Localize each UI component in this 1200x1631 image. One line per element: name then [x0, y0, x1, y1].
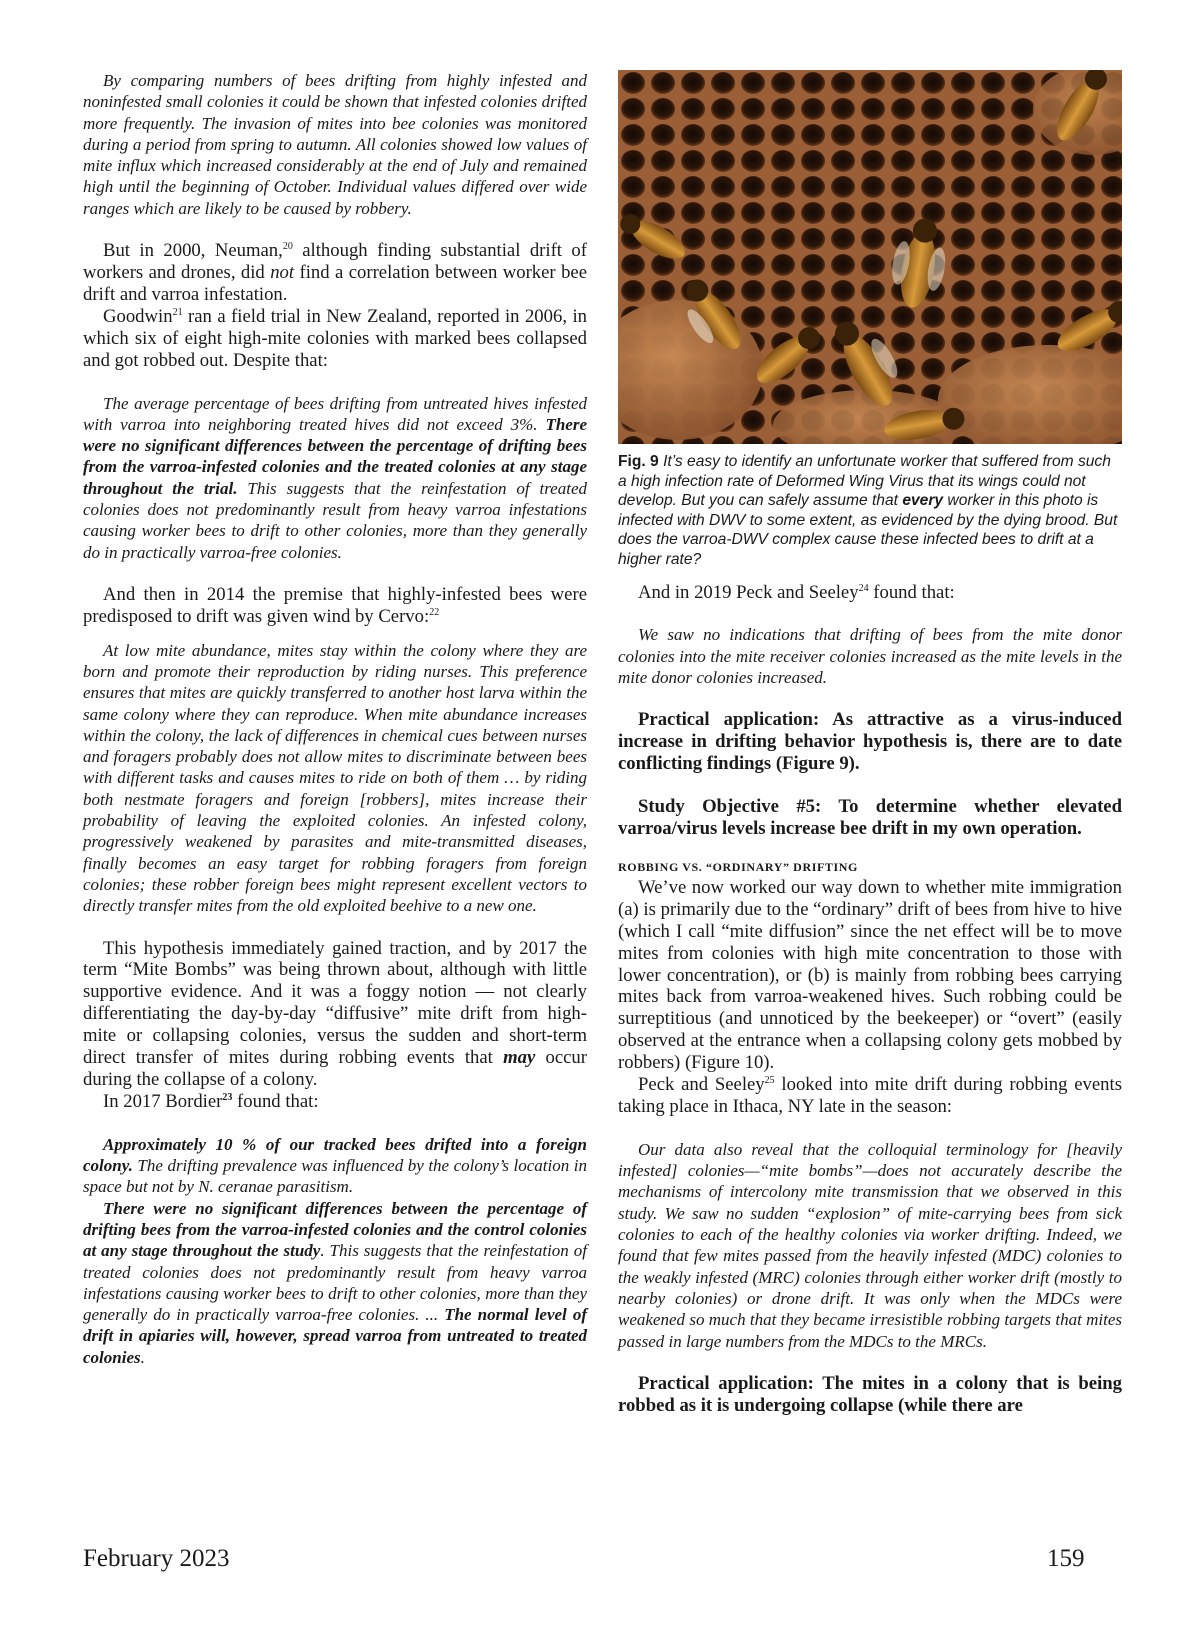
bold-text: Approximately 10 % of our tracked bees drifted into a foreign colony. [83, 1134, 587, 1176]
blockquote-bordier-2 [83, 1198, 587, 1368]
text: It’s easy to identify an unfortunate worker that suffered from such a high infection rate of Deformed Wing Virus that its wings could not develop. But you can safely assume that [618, 453, 1111, 510]
emphasis: not [270, 261, 295, 283]
practical-application-2: Practical application: The mites in a colony that is being robbed as it is undergoing collapse (while there are [618, 1372, 1122, 1416]
figure-label: Fig. 9 [618, 453, 659, 470]
text: And in 2019 Peck and Seeley [638, 581, 859, 603]
text: worker in this photo is infected with DWV to some extent, as evidenced by the dying brood. But does the varroa-DWV complex cause these infected bees to drift at a higher rate? [618, 492, 1118, 568]
blockquote-cervo: At low mite abundance, mites stay within the colony where they are born and promote their reproduction by riding nurses. This preference ensures that mites are quickly transferred to another host larva within the same colony where they can reproduce. When mite abundance increases within the colony, the lack of differences in chemical cues between nurses and foragers probably does not allow mites to discriminate between bees with different tasks and causes mites to ride on both of them … by riding both nestmate foragers and foreign [robbers], mites increase their probability of leaving the exploited colonies. An infested colony, progressively weakened by parasites and mite-transmitted diseases, finally becomes an easy target for robbing foragers from foreign colonies; these robber foreign bees might represent excellent vectors to directly transfer mites from the old exploited beehive to a new one. [83, 640, 587, 916]
blockquote-bordier-1 [83, 1134, 587, 1198]
text: found that: [232, 1090, 319, 1112]
bold-text: The normal level of drift in apiaries will, however, spread varroa from untreated to treated colonies [83, 1305, 587, 1367]
reference-22: 22 [429, 606, 440, 618]
text: This hypothesis immediately gained traction, and by 2017 the term “Mite Bombs” was being thrown about, although with little supportive evidence. And it was a foggy notion — not clearly differentiating the day-by-day “diffusive” mite drift from high-mite or collapsing colonies, versus the sudden and short-term direct transfer of mites during robbing events that [83, 937, 587, 1069]
blockquote-peck-seeley-1: We saw no indications that drifting of bees from the mite donor colonies into the mite receiver colonies increased as the mite levels in the mite donor colonies increased. [618, 625, 1122, 688]
bee-comb-photo [618, 70, 1122, 444]
text: although finding substantial drift of workers and drones, did [83, 240, 587, 283]
reference-24: 24 [858, 582, 869, 594]
footer-date: February 2023 [83, 1545, 230, 1572]
reference-21: 21 [172, 306, 183, 318]
paragraph-peck-seeley-2019 [618, 582, 1122, 604]
text: The average percentage of bees drifting from untreated hives infested with varroa into neighboring treated hives did not exceed 3%. [83, 393, 587, 434]
paragraph-cervo [83, 584, 587, 628]
text: In 2017 Bordier [103, 1090, 223, 1112]
text: . This suggests that the reinfestation of treated colonies does not predominantly result from heavy varroa infestations causing worker bees to drift to other colonies, more than they generally do in practically varroa-free colonies. ... [83, 1241, 587, 1325]
text: ran a field trial in New Zealand, reported in 2006, in which six of eight high-mite colonies with marked bees collapsed and got robbed out. Despite that: [83, 305, 587, 371]
text: occur during the collapse of a colony. [83, 1047, 587, 1090]
figure-caption [618, 452, 1122, 570]
text: . [140, 1347, 145, 1367]
text: Peck and Seeley [638, 1074, 765, 1096]
blockquote-goodwin [83, 393, 587, 563]
bold-text: There were no significant differences between the percentage of drifting bees from the varroa-infested colonies and the treated colonies at any stage throughout the trial. [83, 414, 587, 498]
study-objective-5: Study Objective #5: To determine whether elevated varroa/virus levels increase bee drift in my own operation. [618, 796, 1122, 839]
practical-application-1: Practical application: As attractive as a virus-induced increase in drifting behavior hypothesis is, there are to date conflicting findings (Figure 9). [618, 709, 1122, 775]
text: This suggests that the reinfestation of treated colonies does not predominantly result from heavy varroa infestations causing worker bees to drift to other colonies, more than they generally do in practically varroa-free colonies. [83, 478, 588, 562]
right-column [618, 70, 1122, 1417]
text: The drifting prevalence was influenced by the colony’s location in space but not by N. ceranae parasitism. [83, 1156, 587, 1197]
bold-text: every [902, 492, 944, 510]
paragraph-robbing: We’ve now worked our way down to whether mite immigration (a) is primarily due to the “ordinary” drift of bees from hive to hive (which I call “mite diffusion” since the net effect will be to move mites from colonies with high mite concentration to those with lower concentration), or (b) is mainly from robbing bees carrying mites back from varroa-weakened hives. Such robbing could be surreptitious (and unnoticed by the beekeeper) or “overt” (easily observed at the entrance when a collapsing colony gets mobbed by robbers) (Figure 10). [618, 876, 1122, 1074]
text: found that: [868, 581, 955, 603]
blockquote-peck-seeley-2: Our data also reveal that the colloquial terminology for [heavily infested] colonies—“mite bombs”—does not accurately describe the mechanisms of intercolony mite transmission that we observed in this study. We saw no sudden “explosion” of mite-carrying bees from sick colonies to each of the healthy colonies via worker drifting. Indeed, we found that few mites passed from the heavily infested (MDC) colonies to the weakly infested (MRC) colonies through either worker drift (mostly to nearby colonies) or drone drift. It was only when the MDCs were weakened so much that they became irresistible robbing targets that mites passed in large numbers from the MDCs to the MRCs. [618, 1139, 1122, 1351]
blockquote-drift-comparison: By comparing numbers of bees drifting from highly infested and noninfested small colonies it could be shown that infested colonies drifted more frequently. The invasion of mites into bee colonies was monitored during a period from spring to autumn. All colonies showed low values of mite influx which increased considerably at the end of July and remained high until the beginning of October. Individual values differed over wide ranges which are likely to be caused by robbery. [83, 71, 587, 218]
section-heading: ROBBING VS. “ORDINARY” DRIFTING [618, 859, 858, 874]
reference-20: 20 [282, 241, 293, 253]
paragraph-mite-bombs [83, 938, 587, 1091]
left-column [83, 70, 587, 1368]
page-number: 159 [1047, 1545, 1085, 1572]
reference-25: 25 [764, 1075, 775, 1087]
paragraph-peck-seeley-ithaca [618, 1074, 1122, 1118]
paragraph-bordier [83, 1091, 587, 1113]
text: Goodwin [103, 305, 173, 327]
emphasis: may [503, 1047, 536, 1069]
reference-23: 23 [222, 1091, 233, 1103]
paragraph-neuman [83, 240, 587, 306]
bold-text: There were no significant differences between the percentage of drifting bees from the varroa-infested colonies and the control colonies at any stage throughout the study [83, 1198, 587, 1261]
text: find a correlation between worker bee drift and varroa infestation. [83, 261, 587, 305]
text: But in 2000, Neuman, [103, 240, 283, 262]
text: looked into mite drift during robbing events taking place in Ithaca, NY late in the season: [618, 1074, 1122, 1117]
text: And then in 2014 the premise that highly-infested bees were predisposed to drift was given wind by Cervo: [83, 583, 587, 627]
paragraph-goodwin [83, 306, 587, 372]
